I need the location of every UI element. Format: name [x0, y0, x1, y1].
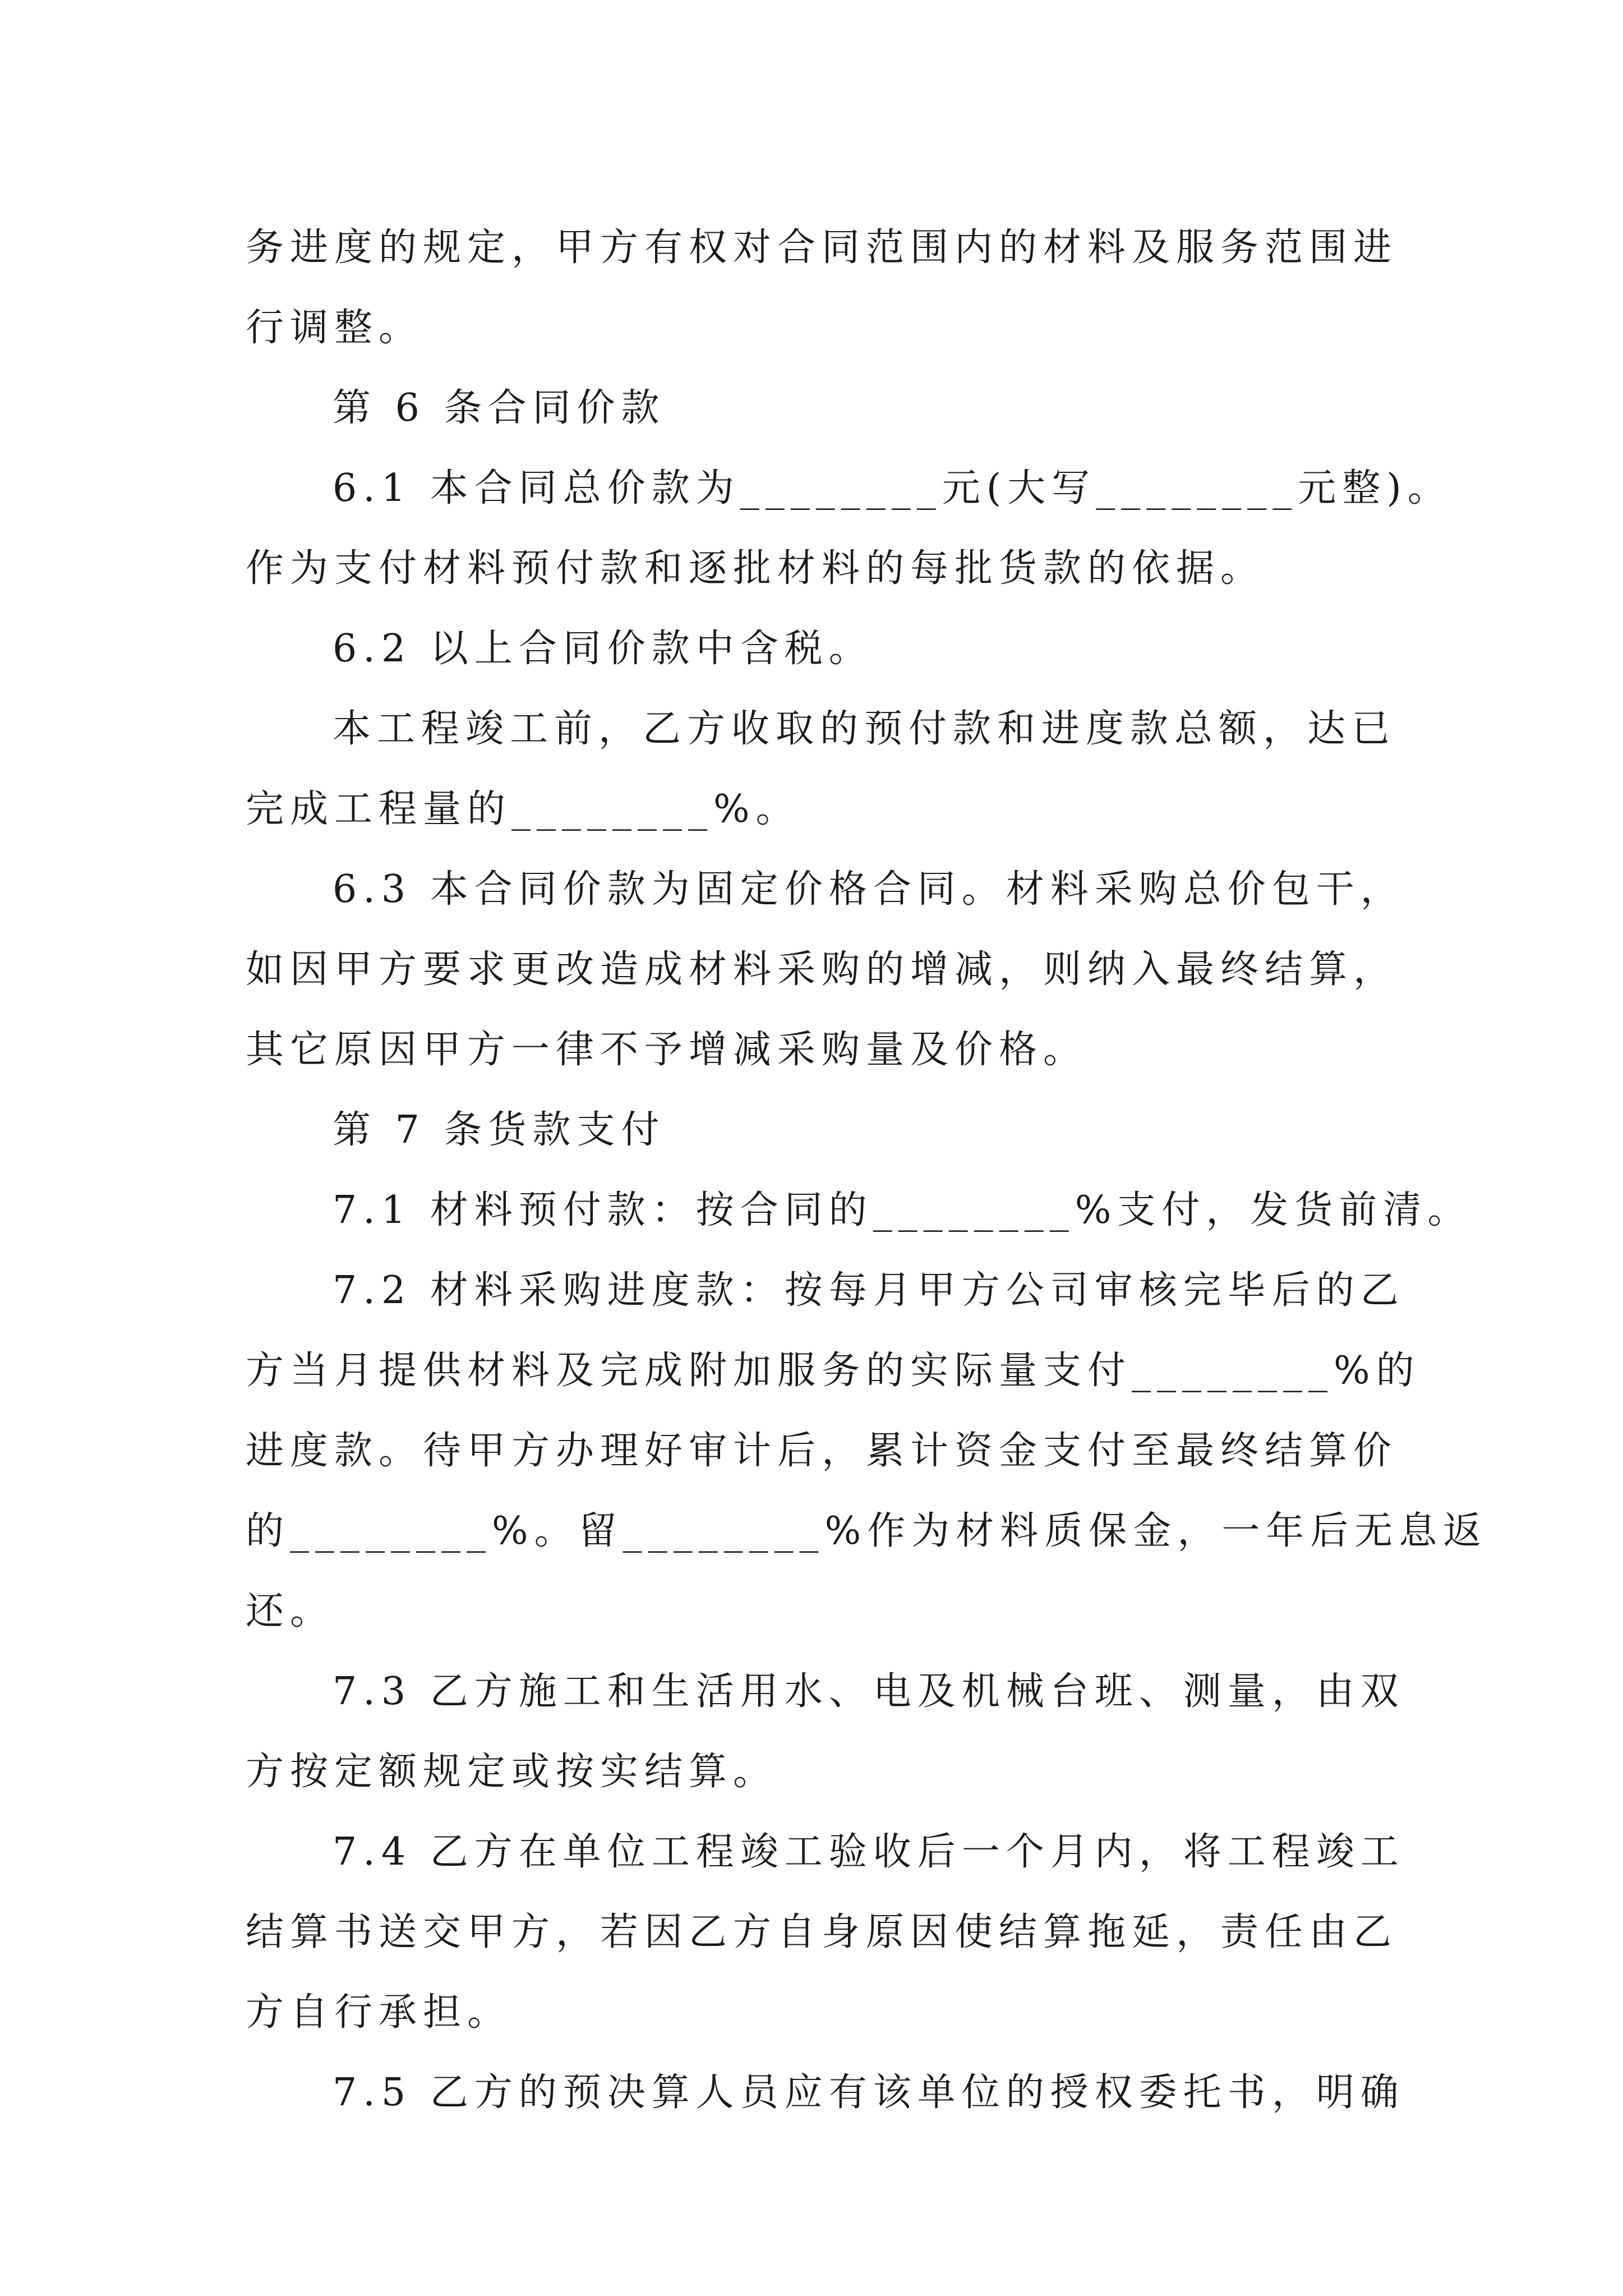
text-line: 进度款。待甲方办理好审计后，累计资金支付至最终结算价: [246, 1429, 1398, 1473]
paragraph-p1: [246, 208, 1398, 368]
text-line: 的________%。留________%作为材料质保金，一年后无息返: [246, 1509, 1488, 1553]
paragraph-p7-2: [246, 1250, 1488, 1651]
text-line: 结算书送交甲方，若因乙方自身原因使结算拖延，责任由乙: [246, 1910, 1398, 1954]
text-line: 第 6 条合同价款: [333, 386, 666, 430]
text-line: 作为支付材料预付款和逐批材料的每批货款的依据。: [246, 546, 1265, 591]
paragraph-h6: [246, 368, 1384, 448]
text-line: 方自行承担。: [246, 1990, 512, 2035]
paragraph-p-completion: [246, 689, 1396, 849]
text-line: 第 7 条货款支付: [333, 1108, 666, 1152]
text-line: 行调整。: [246, 306, 423, 350]
text-line: 方当月提供材料及完成附加服务的实际量支付________%的: [246, 1349, 1421, 1393]
text-line: 6.3 本合同价款为固定价格合同。材料采购总价包干，: [333, 867, 1405, 912]
text-line: 其它原因甲方一律不予增减采购量及价格。: [246, 1028, 1088, 1072]
text-line: 本工程竣工前，乙方收取的预付款和进度款总额，达已: [333, 707, 1396, 751]
contract-body-text: [246, 208, 1488, 2133]
text-line: 6.2 以上合同价款中含税。: [333, 627, 873, 671]
text-line: 7.3 乙方施工和生活用水、电及机械台班、测量，由双: [333, 1669, 1405, 1714]
text-line: 7.2 材料采购进度款：按每月甲方公司审核完毕后的乙: [333, 1268, 1405, 1313]
paragraph-p7-4: [246, 1812, 1405, 2053]
text-line: 务进度的规定，甲方有权对合同范围内的材料及服务范围进: [246, 226, 1398, 270]
text-line: 6.1 本合同总价款为________元(大写________元整)。: [333, 466, 1452, 510]
text-line: 还。: [246, 1589, 335, 1634]
text-line: 如因甲方要求更改造成材料采购的增减，则纳入最终结算，: [246, 947, 1398, 992]
paragraph-p6-2: [246, 609, 1384, 689]
text-line: 7.5 乙方的预决算人员应有该单位的授权委托书，明确: [333, 2070, 1405, 2115]
paragraph-h7: [246, 1090, 1384, 1170]
text-line: 7.4 乙方在单位工程竣工验收后一个月内，将工程竣工: [333, 1830, 1405, 1874]
text-line: 完成工程量的________%。: [246, 787, 800, 831]
paragraph-p7-3: [246, 1651, 1405, 1812]
paragraph-p6-1: [246, 448, 1452, 609]
paragraph-p7-1: [246, 1170, 1472, 1250]
text-line: 方按定额规定或按实结算。: [246, 1750, 778, 1794]
text-line: 7.1 材料预付款：按合同的________%支付，发货前清。: [333, 1188, 1472, 1232]
paragraph-p7-5: [246, 2053, 1405, 2133]
paragraph-p6-3: [246, 849, 1405, 1090]
